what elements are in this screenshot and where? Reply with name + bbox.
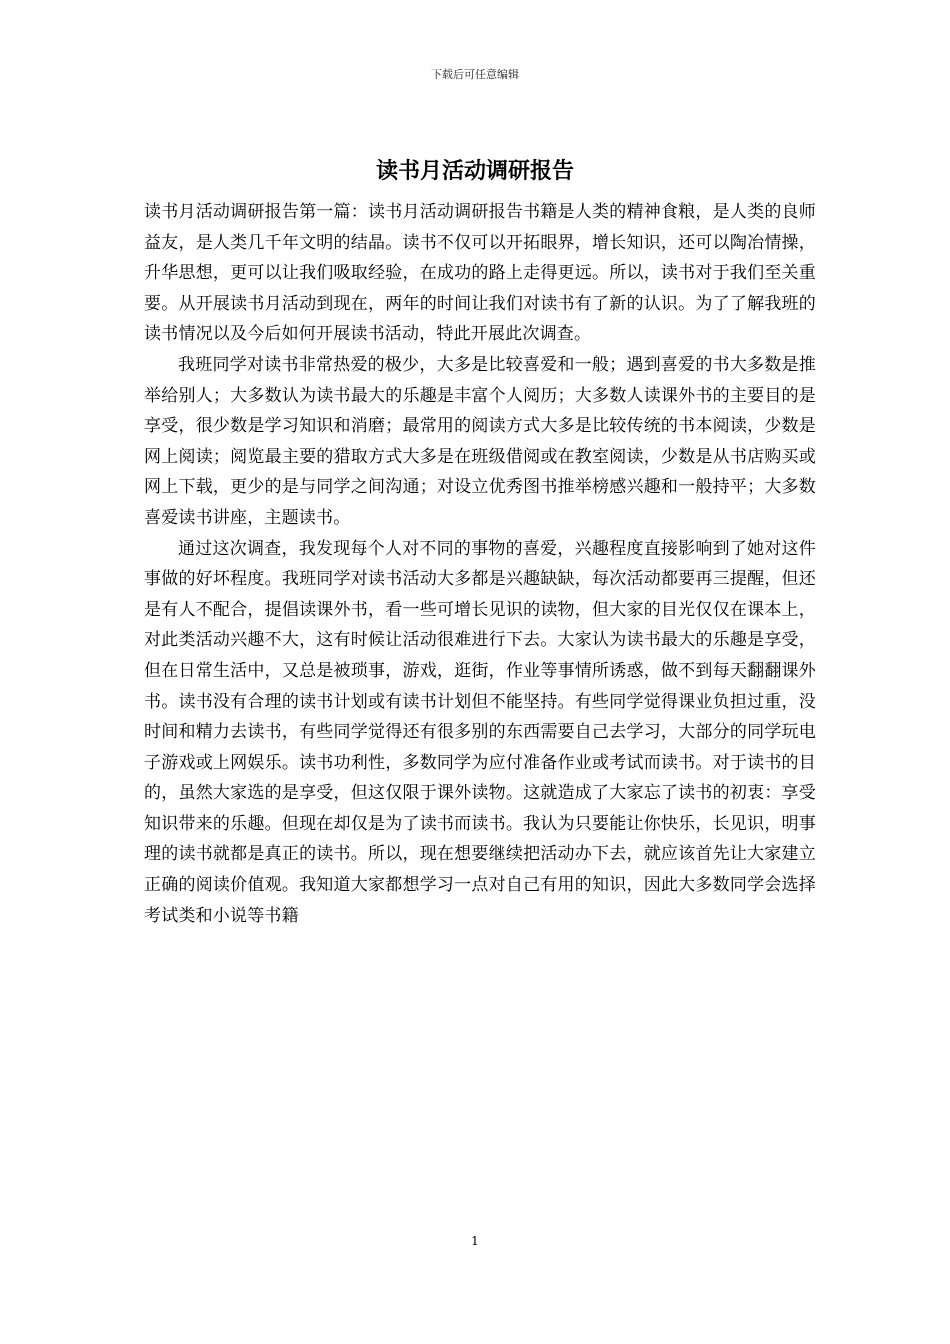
document-body (144, 197, 816, 931)
page-number: 1 (471, 1234, 479, 1248)
paragraph-1: 读书月活动调研报告第一篇：读书月活动调研报告书籍是人类的精神食粮，是人类的良师益友，是人类几千年文明的结晶。读书不仅可以开拓眼界，增长知识，还可以陶冶情操，升华思想，更可以让我们吸取经验，在成功的路上走得更远。所以，读书对于我们至关重要。从开展读书月活动到现在，两年的时间让我们对读书有了新的认识。为了了解我班的读书情况以及今后如何开展读书活动，特此开展此次调查。 (144, 202, 816, 345)
paragraph-2: 我班同学对读书非常热爱的极少，大多是比较喜爱和一般；遇到喜爱的书大多数是推举给别人；大多数认为读书最大的乐趣是丰富个人阅历；大多数人读课外书的主要目的是享受，很少数是学习知识和消磨；最常用的阅读方式大多是比较传统的书本阅读，少数是网上阅读；阅览最主要的猎取方式大多是在班级借阅或在教室阅读，少数是从书店购买或网上下载，更少的是与同学之间沟通；对设立优秀图书推举榜感兴趣和一般持平；大多数喜爱读书讲座，主题读书。 (144, 354, 816, 528)
paragraph-3: 通过这次调查，我发现每个人对不同的事物的喜爱，兴趣程度直接影响到了她对这件事做的好坏程度。我班同学对读书活动大多都是兴趣缺缺，每次活动都要再三提醒，但还是有人不配合，提倡读课外书，看一些可增长见识的读物，但大家的目光仅仅在课本上，对此类活动兴趣不大，这有时候让活动很难进行下去。大家认为读书最大的乐趣是享受，但在日常生活中，又总是被琐事，游戏，逛街，作业等事情所诱惑，做不到每天翻翻课外书。读书没有合理的读书计划或有读书计划但不能坚持。有些同学觉得课业负担过重，没时间和精力去读书，有些同学觉得还有很多别的东西需要自己去学习，大部分的同学玩电子游戏或上网娱乐。读书功利性，多数同学为应付准备作业或考试而读书。对于读书的目的，虽然大家选的是享受，但这仅限于课外读物。这就造成了大家忘了读书的初衷：享受知识带来的乐趣。但现在却仅是为了读书而读书。我认为只要能让你快乐，长见识，明事理的读书就都是真正的读书。所以，现在想要继续把活动办下去，就应该首先让大家建立正确的阅读价值观。我知道大家都想学习一点对自己有用的知识，因此大多数同学会选择考试类和小说等书籍 (144, 538, 816, 926)
header-note: 下载后可任意编辑 (431, 68, 519, 81)
document-title: 读书月活动调研报告 (375, 158, 574, 184)
